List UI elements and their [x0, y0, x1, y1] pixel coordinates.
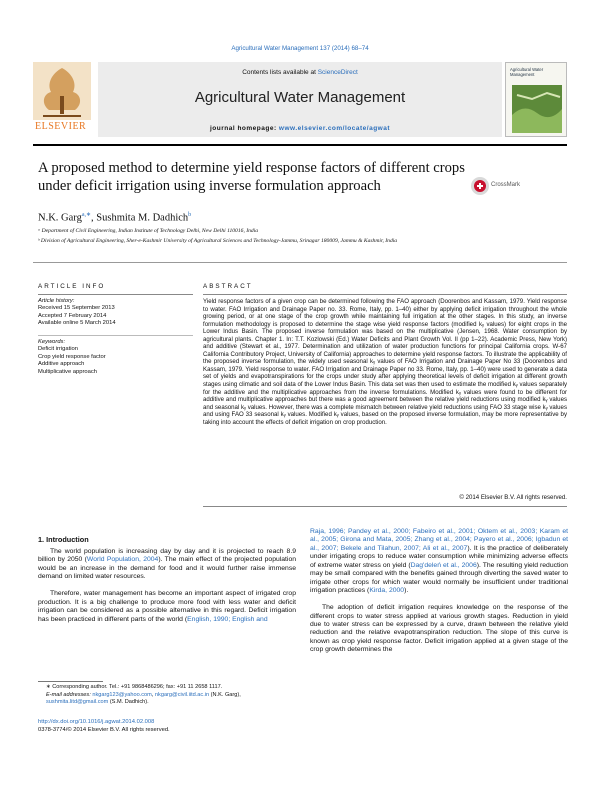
paragraph: [38, 548, 296, 582]
issn-line: 0378-3774/© 2014 Elsevier B.V. All rights reserved.: [38, 727, 170, 733]
email-link[interactable]: sushmita.litd@gmail.com: [46, 699, 109, 705]
elsevier-wordmark: ELSEVIER: [35, 121, 87, 132]
text-run: ). It is the practice of deliberately under irrigating crops to reduce water consumption while minimizing adverse effects of extreme water stress on yield (: [310, 544, 568, 569]
history-received: Received 15 September 2013: [38, 305, 115, 312]
journal-citation[interactable]: Agricultural Water Management 137 (2014) 68–74: [231, 45, 369, 52]
email-label: E-mail addresses:: [46, 691, 93, 698]
paper-title: A proposed method to determine yield response factors of different crops under deficit irrigation using inverse formulation approach: [38, 160, 465, 194]
email-owner: (S.M. Dadhich).: [108, 699, 149, 705]
keyword-item: Crop yield response factor: [38, 353, 106, 360]
homepage-link[interactable]: www.elsevier.com/locate/agwat: [278, 125, 391, 132]
crossmark-label: CrossMark: [491, 182, 521, 188]
citation-link[interactable]: Raja, 1996; Pandey et al., 2000; Fabeiro et al., 2001; Oktem et al., 2003; Karam et al., 2005; Girona and Mata, 2005; Zhang et al., 2004; Payero et al., 2006; Igbadun et al., 2007; Bekele and Tilahun, 2007; Ali et al., 2007: [310, 528, 568, 552]
abstract-heading: ABSTRACT: [203, 283, 253, 290]
keyword-item: Multiplicative approach: [38, 368, 97, 375]
citation-link[interactable]: Dag'deleń et al., 2006: [410, 561, 477, 569]
paragraph: [310, 528, 568, 596]
history-divider: [38, 335, 193, 336]
journal-homepage: [98, 125, 502, 132]
body-column-right: [310, 528, 568, 655]
sciencedirect-link[interactable]: ScienceDirect: [317, 69, 358, 76]
journal-cover-thumbnail: [505, 62, 567, 137]
keywords: [38, 339, 193, 376]
affiliation-a: ᵃ Department of Civil Engineering, Indian Institute of Technology Delhi, New Delhi 110016, India: [38, 228, 259, 234]
author-affiliation-mark[interactable]: a,∗: [81, 212, 92, 218]
journal-title: Agricultural Water Management: [194, 89, 406, 106]
article-history: [38, 298, 193, 328]
citation-link[interactable]: Kirda, 2000: [369, 587, 405, 595]
corresponding-author-note: ∗ Corresponding author. Tel.: +91 9868486296; fax: +91 11 2658 1117.: [46, 684, 223, 690]
footnotes: [38, 684, 296, 707]
contents-line: [98, 69, 502, 76]
citation-link[interactable]: World Population, 2004: [86, 556, 159, 564]
paragraph: The adoption of deficit irrigation requires knowledge on the response of the different crops to water stress applied at various growth stages. Reduction in yield due to water stress can be expressed by a curve, drawn between the relative yield reduction and the relative evapotranspiration reduction. The slope of this curve is known as crop yield response factor. Deficit irrigation applied at a given stage of the crop growth determines the: [310, 604, 568, 654]
abstract-text: Yield response factors of a given crop can be determined following the FAO approach (Doorenbos and Kassam, 1979. Yield response to water. FAO Irrigation and Drainage Paper no. 33. Rome, Italy, pp. 1–40) either by applying deficit irrigation throughout the whole growing period, or at one stage of the crop growth while maintaining full irrigation at the other stages. In this study, an inverse formulation methodology is proposed to determine the stage wise yield response factors (modified kᵧ values) for eight crops in the Lower Indus Basin. The proposed inverse formulation was based on the multiplicative (Jensen, 1968. Water consumption by agricultural plants. Chapter 1. In: T.T. Kozlowski (Ed.) Water Deficits and Plant Growth Vol. II (pp 1–22). Academic Press, New York) and additive (Stewart et al., 1977. Determination and utilization of water production functions for principal California crops. W-67 California Contributory Project, University of California) approaches to determine yield response factors. To illustrate the applicability of the proposed inverse formulation, the widely used seasonal kᵧ values of FAO Irrigation and Drainage Paper No 33 (Doorenbos and Kassam, 1979. Yield response to water. FAO Irrigation and Drainage Paper no 33. Rome, Italy, pp. 1–40) were used to generate a data set of yields and evapotranspirations for the crops under study after applying theoretical levels of deficit irrigation at different growth stages using climatic and soil data of the Lower Indus Basin. This data set was then used to estimate the modified kᵧ values separately for the additive and the multiplicative approaches from the inverse formulations. Modified kᵧ values were found to be different for additive and multiplicative approaches but there was a good agreement between the relative yield reductions using modified kᵧ values and seasonal kᵧ values. However, there was a complete mismatch between relative yield reductions using FAO 33 stage wise kᵧ values and using FAO 33 seasonal kᵧ values. Modified kᵧ values, based on the proposed inverse formulation, may be more representative by taking into account the effects of deficit irrigation on crop production.: [203, 298, 567, 426]
keyword-item: Additive approach: [38, 361, 85, 368]
elsevier-logo: [33, 62, 91, 132]
body-column-left: [38, 548, 296, 624]
header-divider: [33, 144, 567, 146]
doi-block: [38, 718, 170, 734]
email-separator: ,: [151, 691, 155, 698]
text-run: ). The main effect of the projected population would be an increase in the demand for food and it would further raise immense demand on limited water resources.: [38, 556, 297, 581]
footnote-divider: [38, 681, 103, 682]
author-name: N.K. Garg: [38, 212, 82, 224]
article-info-divider: [38, 294, 193, 295]
keyword-item: Deficit irrigation: [38, 346, 78, 353]
text-run: Therefore, water management has become an important aspect of irrigated crop production. It is a big challenge to produce more food with less water and deficit irrigation can be considered as a possible alternative in this regard. Deficit irrigation has been practiced in different parts of the world (: [38, 590, 296, 623]
keywords-label: Keywords:: [38, 339, 66, 345]
email-link[interactable]: nkgarg@civil.iitd.ac.in: [154, 691, 210, 698]
homepage-label: journal homepage:: [209, 125, 279, 132]
email-owner: (N.K. Garg),: [209, 691, 241, 698]
author-affiliation-mark[interactable]: b: [188, 212, 192, 218]
doi-link[interactable]: http://dx.doi.org/10.1016/j.agwat.2014.02.008: [38, 719, 155, 725]
email-link[interactable]: nkgarg123@yahoo.com: [92, 691, 152, 698]
text-run: ). The resulting yield reduction may be small compared with the benefits gained through diverting the saved water to irrigate other crops for which water would normally be insufficient under traditional irrigation practices (: [310, 561, 568, 595]
crossmark-badge[interactable]: [470, 176, 522, 196]
cover-title: Agricultural Water Management: [510, 67, 544, 77]
author-list: [38, 211, 191, 224]
email-addresses: [38, 692, 296, 707]
section-heading-introduction: 1. Introduction: [38, 535, 89, 544]
history-accepted: Accepted 7 February 2014: [38, 312, 107, 319]
contents-prefix: Contents lists available at: [242, 69, 318, 76]
history-online: Available online 5 March 2014: [38, 320, 116, 327]
history-label: Article history:: [38, 298, 75, 304]
text-run: ).: [404, 587, 409, 595]
abstract-bottom-divider: [203, 506, 567, 507]
paragraph: [38, 590, 296, 624]
citation-link[interactable]: English, 1990; English and: [187, 615, 268, 623]
affiliation-divider: [33, 262, 567, 263]
crossmark-icon: [470, 176, 490, 196]
author-separator: ,: [91, 212, 97, 224]
abstract-copyright: © 2014 Elsevier B.V. All rights reserved.: [459, 494, 567, 501]
article-info-heading: ARTICLE INFO: [38, 283, 106, 290]
text-run: The world population is increasing day by day and it is projected to reach 8.9 billion by 2050 (: [38, 548, 296, 564]
author-name: Sushmita M. Dadhich: [96, 212, 189, 224]
abstract-divider: [203, 294, 567, 295]
affiliation-b: ᵇ Division of Agricultural Engineering, Sher-e-Kashmir University of Agricultural Sciences and Technology-Jammu, Srinagar 180009, Jammu & Kashmir, India: [38, 238, 398, 244]
